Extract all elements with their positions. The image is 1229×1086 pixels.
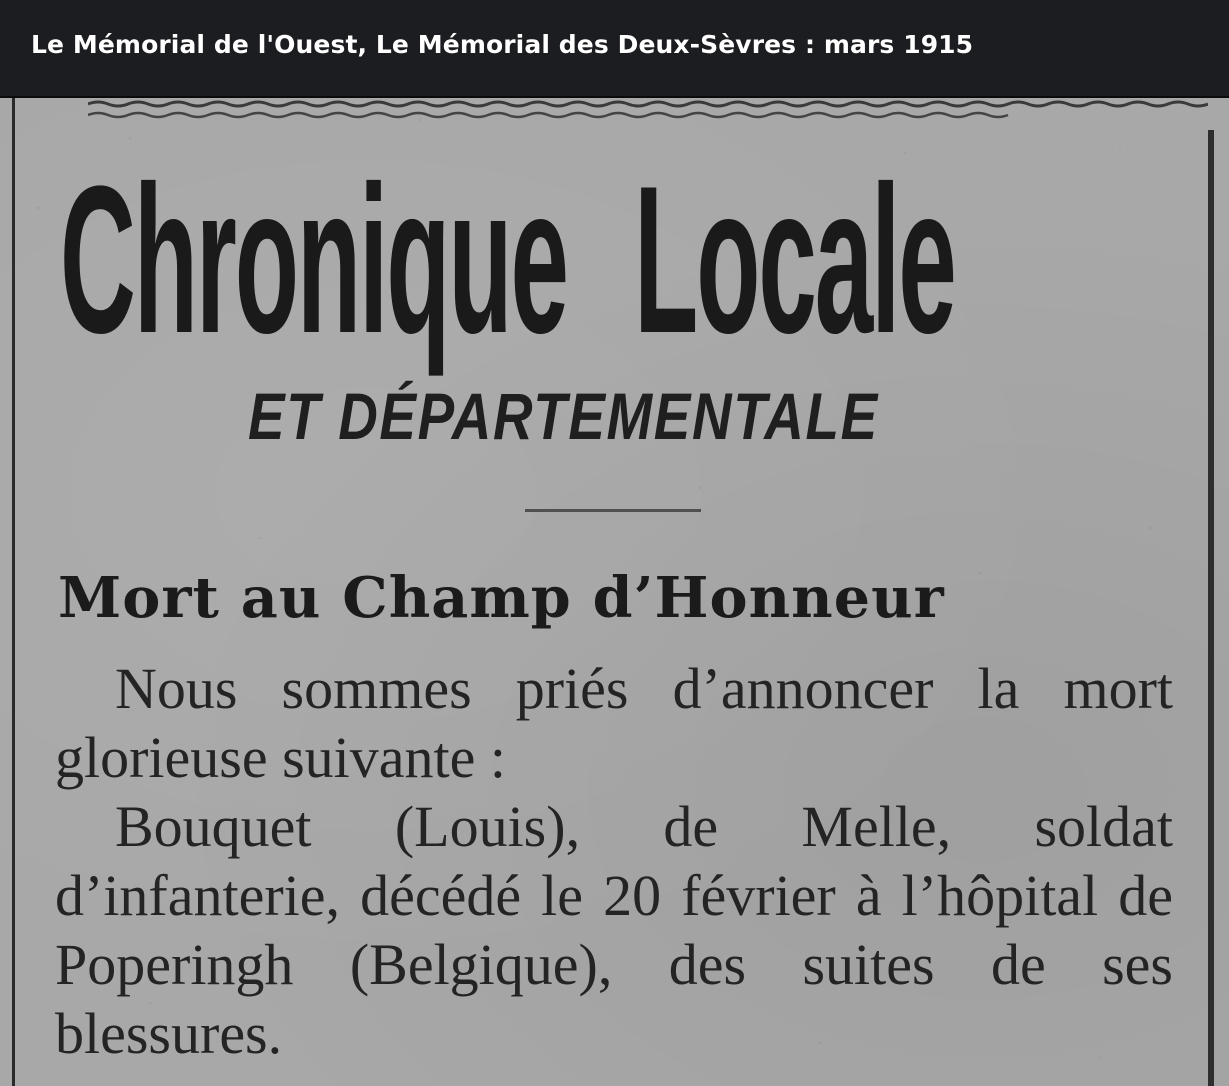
viewer-header (0, 0, 1229, 98)
article-paragraph: Nous sommes priés d’annoncer la mort glorieuse suivante : (55, 656, 1173, 790)
section-masthead: Chronique Locale (60, 142, 955, 377)
article-headline: Mort au Champ d’Honneur (58, 565, 945, 631)
section-divider (525, 509, 701, 512)
right-column-rule (1208, 130, 1214, 1086)
document-title: Le Mémorial de l'Ouest, Le Mémorial des Deux-Sèvres : mars 1915 (31, 30, 974, 59)
left-column-rule (12, 98, 15, 1086)
newspaper-clipping (0, 98, 1229, 1086)
ornamental-rule (88, 98, 1208, 126)
section-subhead: ET DÉPARTEMENTALE (248, 379, 879, 453)
article-paragraph: Bouquet (Louis), de Melle, soldat d’infanterie, décédé le 20 février à l’hôpital de Poperingh (Belgique), des suites de ses blessures. (55, 794, 1173, 1066)
article-body (55, 654, 1173, 1068)
